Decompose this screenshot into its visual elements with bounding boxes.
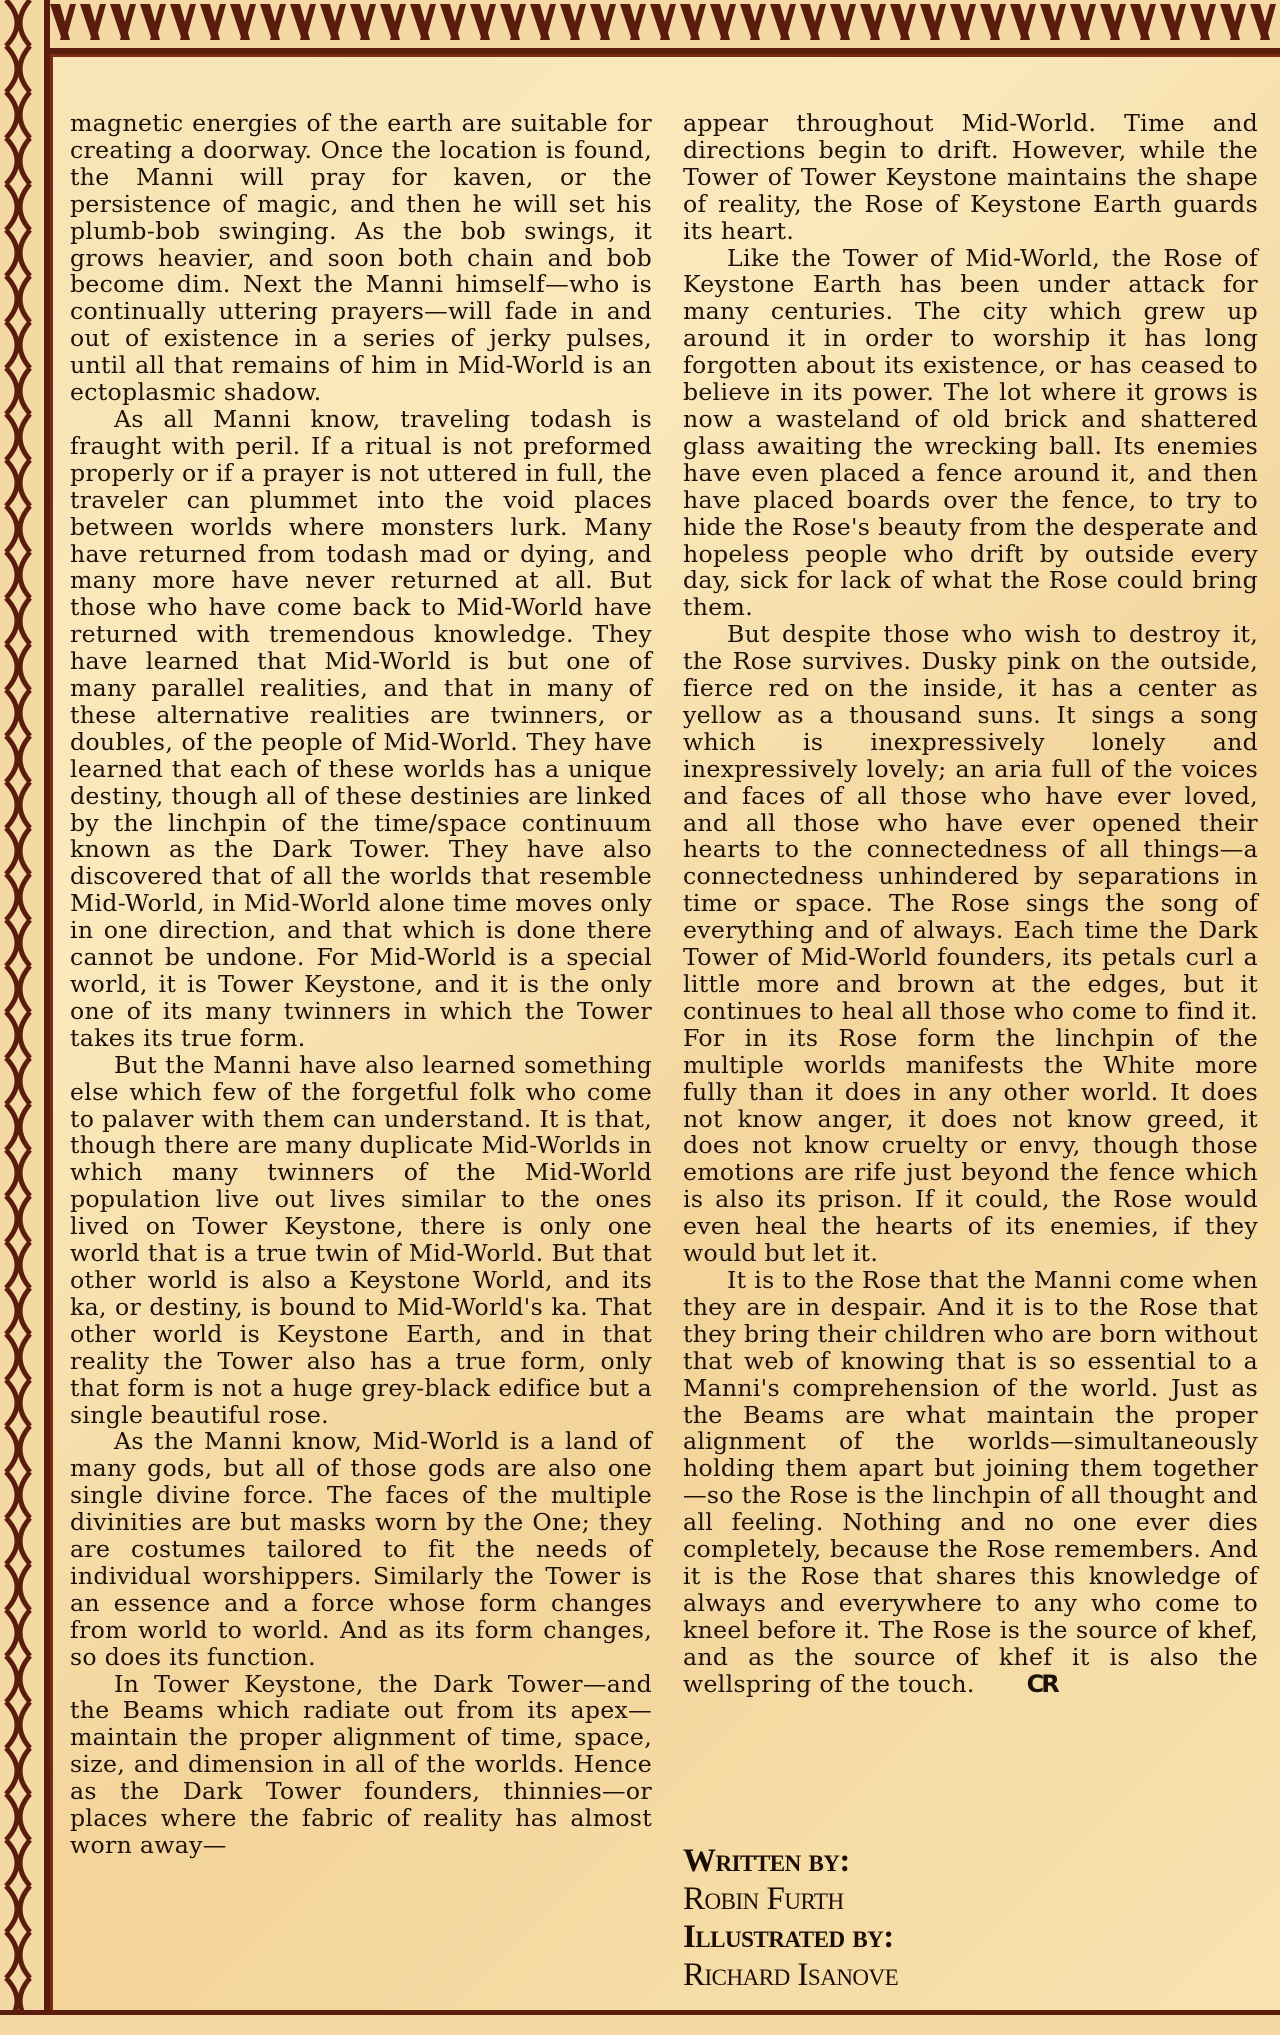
border-ornament xyxy=(6,92,30,138)
border-ornament xyxy=(6,1840,30,1886)
border-ornament xyxy=(6,1518,30,1564)
paragraph: But the Manni have also learned something else which few of the forgetful folk who come to palaver with them can understand. It is that, though there are many duplicate Mid-Worlds in which many twinners of the Mid-World population live out lives similar to the ones lived on Tower Keystone, there is only one world that is a true twin of Mid-World. But that other world is also a Keystone World, and its ka, or destiny, is bound to Mid-World's ka. That other world is Keystone Earth, and in that reality the Tower also has a true form, only that form is not a huge grey-black edifice but a single beautiful rose. xyxy=(70,1050,652,1429)
border-ornament xyxy=(6,506,30,552)
border-ornament xyxy=(6,1196,30,1242)
border-ornament xyxy=(6,230,30,276)
border-ornament xyxy=(6,460,30,506)
border-ornament xyxy=(6,1058,30,1104)
paragraph: Like the Tower of Mid-World, the Rose of Keystone Earth has been under attack for many centuries. The city which grew up around it in order to worship it has long forgotten about its existence, or has ceased to believe in its power. The lot where it grows is now a wasteland of old brick and shattered glass awaiting the wrecking ball. Its enemies have even placed a fence around it, and then have placed boards over the fence, to try to hide the Rose's beauty from the desperate and hopeless people who drift by outside every day, sick for lack of what the Rose could bring them. xyxy=(683,243,1258,622)
border-ornament xyxy=(6,1794,30,1840)
border-ornament xyxy=(6,1702,30,1748)
illustrated-by-label: Illustrated by: xyxy=(683,1919,894,1955)
left-ornamental-border xyxy=(0,0,50,2035)
border-ornament xyxy=(6,1656,30,1702)
paragraph: appear throughout Mid-World. Time and directions begin to drift. However, while the Tower of Tower Keystone maintains the shape of reality, the Rose of Keystone Earth guards its heart. xyxy=(683,109,1258,245)
bottom-ornamental-border xyxy=(0,2010,1280,2035)
paragraph: But despite those who wish to destroy it, the Rose survives. Dusky pink on the outside, fierce red on the inside, it has a center as yellow as a thousand suns. It sings a song which is inexpressively lonely and inexpressively lovely; an aria full of the voices and faces of all those who have ever loved, and all those who have ever opened their hearts to the connectedness of all things—a connectedness unhindered by separations in time or space. The Rose sings the song of everything and of always. Each time the Dark Tower of Mid-World founders, its petals curl a little more and brown at the edges, but it continues to heal all those who come to find it. For in its Rose form the linchpin of the multiple worlds manifests the White more fully than it does in any other world. It does not know anger, it does not know greed, it does not know cruelty or envy, though those emotions are rife just beyond the fence which is also its prison. If it could, the Rose would even heal the hearts of its enemies, if they would but let it. xyxy=(683,620,1258,1268)
border-ornament xyxy=(6,552,30,598)
border-ornament xyxy=(6,1886,30,1932)
border-ornament xyxy=(6,1288,30,1334)
border-ornament xyxy=(6,1012,30,1058)
border-ornament xyxy=(6,276,30,322)
border-ornament xyxy=(6,414,30,460)
border-ornament xyxy=(6,690,30,736)
border-ornament xyxy=(6,598,30,644)
border-ornament xyxy=(6,1104,30,1150)
border-ornament xyxy=(6,874,30,920)
border-ornament xyxy=(6,1932,30,1978)
border-ornament xyxy=(6,966,30,1012)
border-ornament xyxy=(6,46,30,92)
paragraph: magnetic energies of the earth are suitable for creating a doorway. Once the location is found, the Manni will pray for kaven, or the persistence of magic, and then he will set his plumb-bob swinging. As the bob swings, it grows heavier, and soon both chain and bob become dim. Next the Manni himself—who is continually uttering prayers—will fade in and out of existence in a series of jerky pulses, until all that remains of him in Mid-World is an ectoplasmic shadow. xyxy=(70,109,652,407)
illustrator-name: Richard Isanove xyxy=(683,1957,899,1993)
border-ornament xyxy=(6,138,30,184)
border-ornament xyxy=(6,0,30,46)
left-text-column xyxy=(70,110,652,1859)
border-ornament xyxy=(6,1334,30,1380)
border-ornament xyxy=(6,1150,30,1196)
border-ornament xyxy=(6,644,30,690)
border-ornament xyxy=(6,828,30,874)
border-ornament xyxy=(6,782,30,828)
border-ornament xyxy=(6,1472,30,1518)
border-ornament xyxy=(6,1380,30,1426)
border-ornament xyxy=(6,1610,30,1656)
credits-block xyxy=(683,1842,1103,1994)
border-ornament xyxy=(6,1748,30,1794)
border-ornament xyxy=(6,920,30,966)
border-ornament xyxy=(6,1242,30,1288)
paragraph: As the Manni know, Mid-World is a land of many gods, but all of those gods are also one single divine force. The faces of the multiple divinities are but masks worn by the One; they are costumes tailored to fit the needs of individual worshippers. Similarly the Tower is an essence and a force whose form changes from world to world. And as its form changes, so does its function. xyxy=(70,1427,652,1671)
border-ornament xyxy=(6,1564,30,1610)
border-ornament xyxy=(6,322,30,368)
writer-name: Robin Furth xyxy=(683,1881,844,1917)
border-ornament xyxy=(6,368,30,414)
paragraph-text: It is to the Rose that the Manni come when they are in despair. And it is to the Rose that they bring their children who are born without that web of knowing that is so essential to a Manni's comprehension of the world. Just as the Beams are what maintain the proper alignment of the worlds—simultaneously holding them apart but joining them together—so the Rose is the linchpin of all thought and all feeling. Nothing and no one ever dies completely, because the Rose remembers. And it is the Rose that shares this knowledge of always and everywhere to any who come to kneel before it. The Rose is the source of khef, and as the source of khef it is also the wellspring of the touch. xyxy=(683,1265,1258,1698)
top-ornamental-border xyxy=(0,0,1280,54)
paragraph-final xyxy=(683,1267,1258,1698)
paragraph: As all Manni know, traveling todash is fraught with peril. If a ritual is not preformed properly or if a prayer is not uttered in full, the traveler can plummet into the void places between worlds where monsters lurk. Many have returned from todash mad or dying, and many more have never returned at all. But those who have come back to Mid-World have returned with tremendous knowledge. They have learned that Mid-World is but one of many parallel realities, and that in many of these alternative realities are twinners, or doubles, of the people of Mid-World. They have learned that each of these worlds has a unique destiny, though all of these destinies are linked by the linchpin of the time/space continuum known as the Dark Tower. They have also discovered that of all the worlds that resemble Mid-World, in Mid-World alone time moves only in one direction, and that which is done there cannot be undone. For Mid-World is a special world, it is Tower Keystone, and it is the only one of its many twinners in which the Tower takes its true form. xyxy=(70,404,652,1052)
end-mark-icon: CR xyxy=(1026,1669,1057,1698)
paragraph: In Tower Keystone, the Dark Tower—and the Beams which radiate out from its apex—maintain the proper alignment of time, space, size, and dimension in all of the worlds. Hence as the Dark Tower founders, thinnies—or places where the fabric of reality has almost worn away— xyxy=(70,1669,652,1859)
right-text-column xyxy=(683,110,1258,1697)
border-ornament xyxy=(6,736,30,782)
border-ornament xyxy=(6,184,30,230)
border-ornament xyxy=(6,1426,30,1472)
written-by-label: Written by: xyxy=(683,1843,850,1879)
